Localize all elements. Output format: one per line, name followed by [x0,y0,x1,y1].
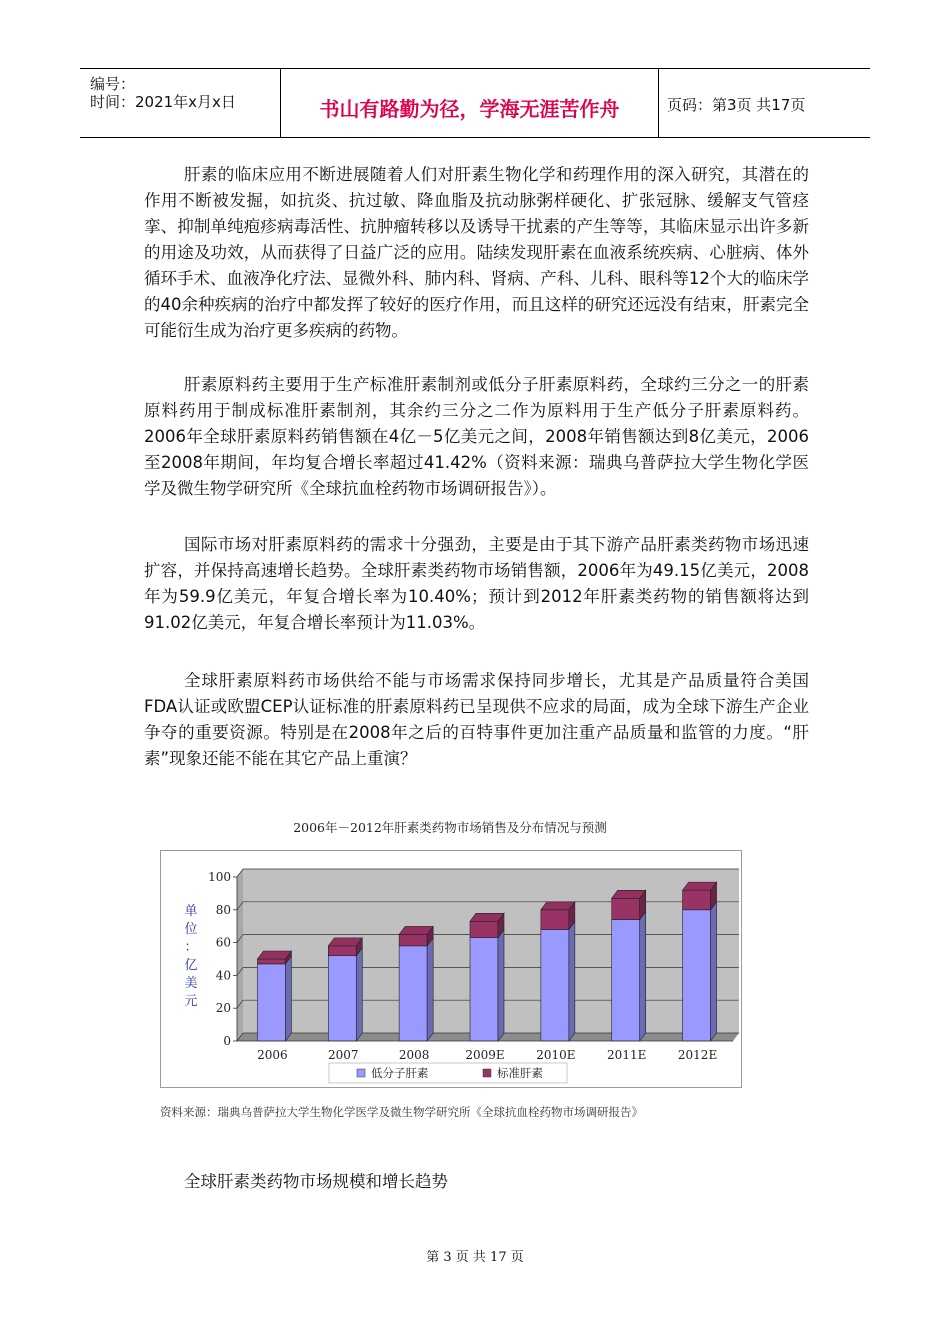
header-table [80,68,870,138]
y-tick-label: 20 [215,1001,231,1016]
chart-title: 2006年－2012年肝素类药物市场销售及分布情况与预测 [293,820,607,835]
bar-standard [328,946,356,956]
y-axis-label-2: 位 [184,922,198,937]
x-tick-label: 2011E [607,1048,647,1062]
legend [329,1063,567,1083]
bar-low-molecular [257,964,285,1041]
motto: 书山有路勤为径，学海无涯苦作舟 [319,97,620,121]
bar-low-molecular [612,920,640,1041]
bar-standard [612,898,640,919]
bar-side [640,912,646,1041]
bar-low-molecular [399,946,427,1041]
chart-side-wall [237,869,243,1041]
paragraph-3: 国际市场对肝素原料药的需求十分强劲，主要是由于其下游产品肝素类药物市场迅速扩容，并保持高速增长趋势。全球肝素类药物市场销售额，2006年为49.15亿美元，2008年为59.9亿美元，年复合增长率为10.40%；预计到2012年肝素类药物的销售额将达到91.02亿美元，年复合增长率预计为11.03%。 [144,535,809,632]
x-tick-label: 2010E [536,1048,576,1062]
chart-caption: 全球肝素类药物市场规模和增长趋势 [184,1172,448,1191]
y-axis-label-3: ： [184,940,198,955]
y-tick-label: 40 [215,968,231,983]
legend-label-std: 标准肝素 [497,1066,543,1080]
y-axis-label-1: 单 [184,904,198,919]
legend-label-low: 低分子肝素 [371,1066,429,1080]
bar-top [328,938,362,946]
bar-low-molecular [328,956,356,1041]
legend-swatch-std [483,1069,491,1077]
chart-frame [160,850,742,1088]
y-tick-label: 100 [208,870,231,884]
page-info: 页码：第3页 共17页 [667,96,806,114]
bar-top [612,890,646,898]
bar-standard [257,959,285,964]
time-label: 时间：2021年x月x日 [90,93,236,111]
number-label: 编号： [90,75,136,93]
bar-top [399,926,433,934]
bar-side [711,902,717,1041]
y-tick-label: 80 [215,902,231,917]
y-axis-label-5: 美 [184,976,198,991]
y-axis-label-6: 元 [184,994,198,1009]
x-tick-label: 2008 [398,1048,430,1062]
bar-standard [470,921,498,937]
x-tick-label: 2012E [677,1048,718,1062]
legend-swatch-low [357,1069,365,1077]
y-tick-label: 60 [215,935,231,950]
bar-top [541,902,575,910]
header-left-cell [80,69,281,137]
bar-side [356,948,362,1041]
bar-side [498,930,504,1041]
y-axis-label-4: 亿 [184,958,198,973]
bar-side [285,956,291,1041]
bar-low-molecular [683,910,711,1041]
paragraph-4: 全球肝素原料药市场供给不能与市场需求保持同步增长，尤其是产品质量符合美国FDA认证或欧盟CEP认证标准的肝素原料药已呈现供不应求的局面，成为全球下游生产企业争夺的重要资源。特别是在2008年之后的百特事件更加注重产品质量和监管的力度。“肝素”现象还能不能在其它产品上重演？ [144,671,809,768]
bar-standard [683,890,711,910]
paragraph-2: 肝素原料药主要用于生产标准肝素制剂或低分子肝素原料药，全球约三分之一的肝素原料药用于制成标准肝素制剂，其余约三分之二作为原料用于生产低分子肝素原料药。2006年全球肝素原料药销售额在4亿－5亿美元之间，2008年销售额达到8亿美元，2006至2008年期间，年均复合增长率超过41.42%（资料来源：瑞典乌普萨拉大学生物化学医学及微生物学研究所《全球抗血栓药物市场调研报告》）。 [144,375,809,498]
header-center-cell [281,69,659,137]
paragraph-1: 肝素的临床应用不断进展随着人们对肝素生物化学和药理作用的深入研究，其潜在的作用不断被发掘，如抗炎、抗过敏、降血脂及抗动脉粥样硬化、扩张冠脉、缓解支气管痉挛、抑制单纯疱疹病毒活性、抗肿瘤转移以及诱导干扰素的产生等等，其临床显示出许多新的用途及功效，从而获得了日益广泛的应用。陆续发现肝素在血液系统疾病、心脏病、体外循环手术、血液净化疗法、显微外科、肺内科、肾病、产科、儿科、眼科等12个大的临床学的40余种疾病的治疗中都发挥了较好的医疗作用，而且这样的研究还远没有结束，肝素完全可能衍生成为治疗更多疾病的药物。 [144,165,809,340]
x-tick-label: 2009E [465,1048,505,1062]
x-tick-label: 2006 [257,1048,288,1062]
bar-chart [161,851,741,1087]
bar-low-molecular [541,929,569,1041]
page-footer: 第 3 页 共 17 页 [426,1250,524,1265]
bar-top [683,882,717,890]
x-tick-label: 2007 [328,1048,359,1062]
chart-source: 资料来源：瑞典乌普萨拉大学生物化学医学及微生物学研究所《全球抗血栓药物市场调研报告》 [160,1105,643,1119]
bar-low-molecular [470,938,498,1041]
header-right-cell [659,69,870,137]
bar-side [569,921,575,1041]
bar-top [470,913,504,921]
y-tick-label: 0 [223,1034,231,1048]
bar-top [257,951,291,959]
bar-standard [399,934,427,945]
bar-standard [541,910,569,930]
x-axis [257,1048,717,1062]
bar-side [427,938,433,1041]
